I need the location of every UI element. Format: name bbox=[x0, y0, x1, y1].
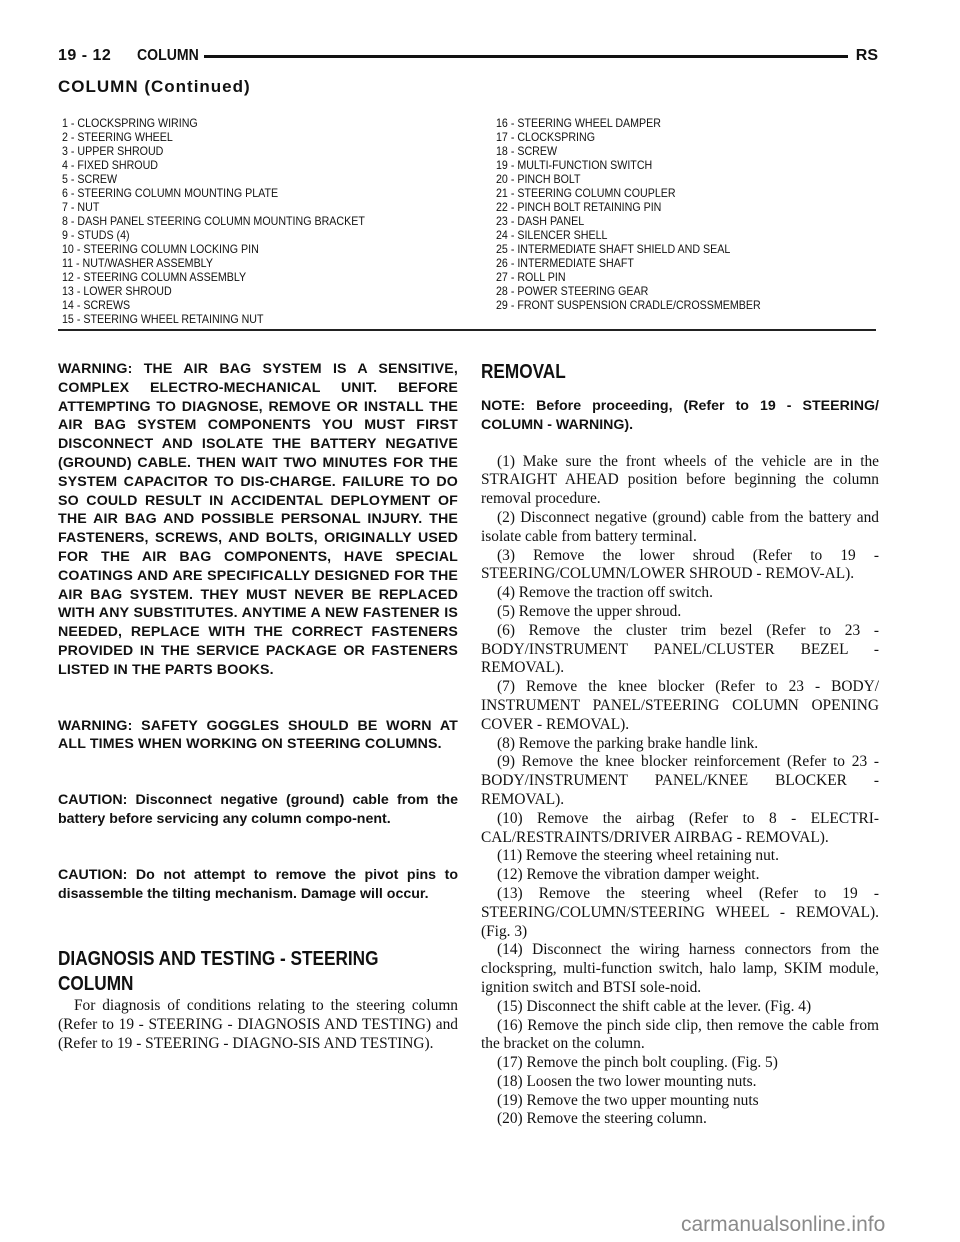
removal-step: (7) Remove the knee blocker (Refer to 23 - BODY/ INSTRUMENT PANEL/STEERING COLUMN OPENING COVER - REMOVAL). bbox=[481, 678, 879, 733]
legend-item: 14 - SCREWS bbox=[62, 299, 131, 312]
removal-step: (3) Remove the lower shroud (Refer to 19 - STEERING/COLUMN/LOWER SHROUD - REMOV-AL). bbox=[481, 546, 879, 583]
legend-column-left bbox=[62, 117, 496, 327]
removal-step: (15) Disconnect the shift cable at the lever. (Fig. 4) bbox=[497, 997, 812, 1015]
removal-step: (14) Disconnect the wiring harness connectors from the clockspring, multi-function switch, halo lamp, SKIM module, ignition switch and BTSI sole-noid. bbox=[481, 941, 879, 996]
removal-step: (12) Remove the vibration damper weight. bbox=[497, 866, 760, 884]
legend-item: 11 - NUT/WASHER ASSEMBLY bbox=[62, 257, 213, 270]
spacer bbox=[481, 435, 879, 453]
removal-step: (6) Remove the cluster trim bezel (Refer to 23 - BODY/INSTRUMENT PANEL/CLUSTER BEZEL - REMOVAL). bbox=[481, 621, 879, 677]
legend-item: 4 - FIXED SHROUD bbox=[62, 159, 159, 172]
removal-step: (16) Remove the pinch side clip, then remove the cable from the bracket on the column. bbox=[481, 1016, 879, 1053]
removal-step: (2) Disconnect negative (ground) cable from the battery and isolate cable from battery terminal. bbox=[481, 508, 879, 545]
legend-item: 21 - STEERING COLUMN COUPLER bbox=[496, 187, 677, 200]
diagnosis-text: For diagnosis of conditions relating to the steering column (Refer to 19 - STEERING - DIAGNOSIS AND TESTING) and (Refer to 19 - STEERING - DIAGNO-SIS AND TESTING). bbox=[58, 997, 458, 1052]
removal-note: NOTE: Before proceeding, (Refer to 19 - STEERING/ COLUMN - WARNING). bbox=[481, 398, 879, 433]
legend-item: 7 - NUT bbox=[62, 201, 100, 214]
removal-heading: REMOVAL bbox=[481, 361, 566, 383]
removal-step: (8) Remove the parking brake handle link. bbox=[497, 734, 759, 752]
header-rule bbox=[204, 55, 848, 58]
legend-item: 22 - PINCH BOLT RETAINING PIN bbox=[496, 201, 662, 214]
legend-item: 20 - PINCH BOLT bbox=[496, 173, 582, 186]
legend-item: 27 - ROLL PIN bbox=[496, 271, 567, 284]
legend-item: 2 - STEERING WHEEL bbox=[62, 131, 173, 144]
legend-item: 28 - POWER STEERING GEAR bbox=[496, 285, 649, 298]
spacer bbox=[58, 903, 458, 947]
legend-item: 23 - DASH PANEL bbox=[496, 215, 585, 228]
battery-caution: CAUTION: Disconnect negative (ground) cable from the battery before servicing any column compo-nent. bbox=[58, 792, 458, 827]
watermark-link[interactable]: carmanualsonline.info bbox=[681, 1213, 886, 1236]
legend-column-right bbox=[496, 117, 876, 327]
spacer bbox=[58, 680, 458, 717]
airbag-warning: WARNING: THE AIR BAG SYSTEM IS A SENSITIVE, COMPLEX ELECTRO-MECHANICAL UNIT. BEFORE ATTEMPTING TO DIAGNOSE, REMOVE OR INSTALL THE AIR BAG SYSTEM COMPONENTS YOU MUST FIRST DISCONNECT AND ISOLATE THE BATTERY NEGATIVE (GROUND) CABLE. THEN WAIT TWO MINUTES FOR THE SYSTEM CAPACITOR TO DIS-CHARGE. FAILURE TO DO SO COULD RESULT IN ACCIDENTAL DEPLOYMENT OF THE AIR BAG AND POSSIBLE PERSONAL INJURY. THE FASTENERS, SCREWS, AND BOLTS, ORIGINALLY USED FOR THE AIR BAG COMPONENTS, HAVE SPECIAL COATINGS AND ARE SPECIFICALLY DESIGNED FOR THE AIR BAG SYSTEM. THEY MUST NEVER BE REPLACED WITH ANY SUBSTITUTES. ANYTIME A NEW FASTENER IS NEEDED, REPLACE WITH THE CORRECT FASTENERS PROVIDED IN THE SERVICE PACKAGE OR FASTENERS LISTED IN THE PARTS BOOKS. bbox=[58, 361, 458, 678]
legend-item: 19 - MULTI-FUNCTION SWITCH bbox=[496, 159, 653, 172]
legend-item: 9 - STUDS (4) bbox=[62, 229, 130, 242]
legend-item: 5 - SCREW bbox=[62, 173, 118, 186]
legend-divider bbox=[58, 329, 876, 331]
legend-item: 3 - UPPER SHROUD bbox=[62, 145, 164, 158]
removal-step: (13) Remove the steering wheel (Refer to 19 - STEERING/COLUMN/STEERING WHEEL - REMOVAL). (Fig. 3) bbox=[481, 884, 879, 940]
diagnosis-heading bbox=[58, 947, 462, 997]
spacer bbox=[58, 754, 458, 791]
legend-item: 26 - INTERMEDIATE SHAFT bbox=[496, 257, 635, 270]
legend-item: 18 - SCREW bbox=[496, 145, 558, 158]
legend-item: 6 - STEERING COLUMN MOUNTING PLATE bbox=[62, 187, 279, 200]
page-header bbox=[58, 44, 878, 68]
legend-item: 8 - DASH PANEL STEERING COLUMN MOUNTING BRACKET bbox=[62, 215, 365, 228]
page-number: 19 - 12 bbox=[58, 47, 112, 64]
goggles-warning: WARNING: SAFETY GOGGLES SHOULD BE WORN AT ALL TIMES WHEN WORKING ON STEERING COLUMNS. bbox=[58, 717, 458, 753]
section-name: COLUMN bbox=[137, 47, 200, 64]
legend-item: 1 - CLOCKSPRING WIRING bbox=[62, 117, 198, 130]
continued-title: COLUMN (Continued) bbox=[58, 77, 251, 96]
pivot-caution: CAUTION: Do not attempt to remove the pivot pins to disassemble the tilting mechanism. Damage will occur. bbox=[58, 866, 458, 902]
model-code: RS bbox=[855, 47, 878, 64]
right-column bbox=[481, 360, 879, 1129]
legend-item: 25 - INTERMEDIATE SHAFT SHIELD AND SEAL bbox=[496, 243, 731, 256]
removal-step: (11) Remove the steering wheel retaining nut. bbox=[497, 847, 779, 865]
legend-item: 13 - LOWER SHROUD bbox=[62, 285, 172, 298]
removal-step: (18) Loosen the two lower mounting nuts. bbox=[497, 1072, 757, 1090]
legend-item: 16 - STEERING WHEEL DAMPER bbox=[496, 117, 662, 130]
removal-step: (9) Remove the knee blocker reinforcement (Refer to 23 - BODY/INSTRUMENT PANEL/KNEE BLOCKER - REMOVAL). bbox=[481, 753, 879, 808]
spacer bbox=[481, 385, 879, 397]
legend-item: 17 - CLOCKSPRING bbox=[496, 131, 596, 144]
left-column bbox=[58, 360, 458, 1054]
legend-item: 29 - FRONT SUSPENSION CRADLE/CROSSMEMBER bbox=[496, 299, 762, 312]
legend-item: 12 - STEERING COLUMN ASSEMBLY bbox=[62, 271, 247, 284]
removal-step: (1) Make sure the front wheels of the vehicle are in the STRAIGHT AHEAD position before beginning the column removal procedure. bbox=[481, 452, 879, 508]
legend-item: 10 - STEERING COLUMN LOCKING PIN bbox=[62, 243, 259, 256]
removal-step: (17) Remove the pinch bolt coupling. (Fig. 5) bbox=[497, 1054, 778, 1072]
spacer bbox=[58, 829, 458, 866]
removal-step: (10) Remove the airbag (Refer to 8 - ELECTRI-CAL/RESTRAINTS/DRIVER AIRBAG - REMOVAL). bbox=[481, 809, 879, 846]
legend-item: 15 - STEERING WHEEL RETAINING NUT bbox=[62, 313, 264, 326]
removal-step: (20) Remove the steering column. bbox=[497, 1110, 707, 1128]
diagnosis-heading-line1: DIAGNOSIS AND TESTING - STEERING bbox=[58, 948, 379, 971]
removal-step: (4) Remove the traction off switch. bbox=[497, 584, 713, 602]
diagnosis-heading-line2: COLUMN bbox=[58, 973, 134, 996]
removal-step: (19) Remove the two upper mounting nuts bbox=[497, 1091, 759, 1109]
figure-legend bbox=[62, 117, 876, 327]
removal-step: (5) Remove the upper shroud. bbox=[497, 602, 682, 620]
legend-item: 24 - SILENCER SHELL bbox=[496, 229, 608, 242]
